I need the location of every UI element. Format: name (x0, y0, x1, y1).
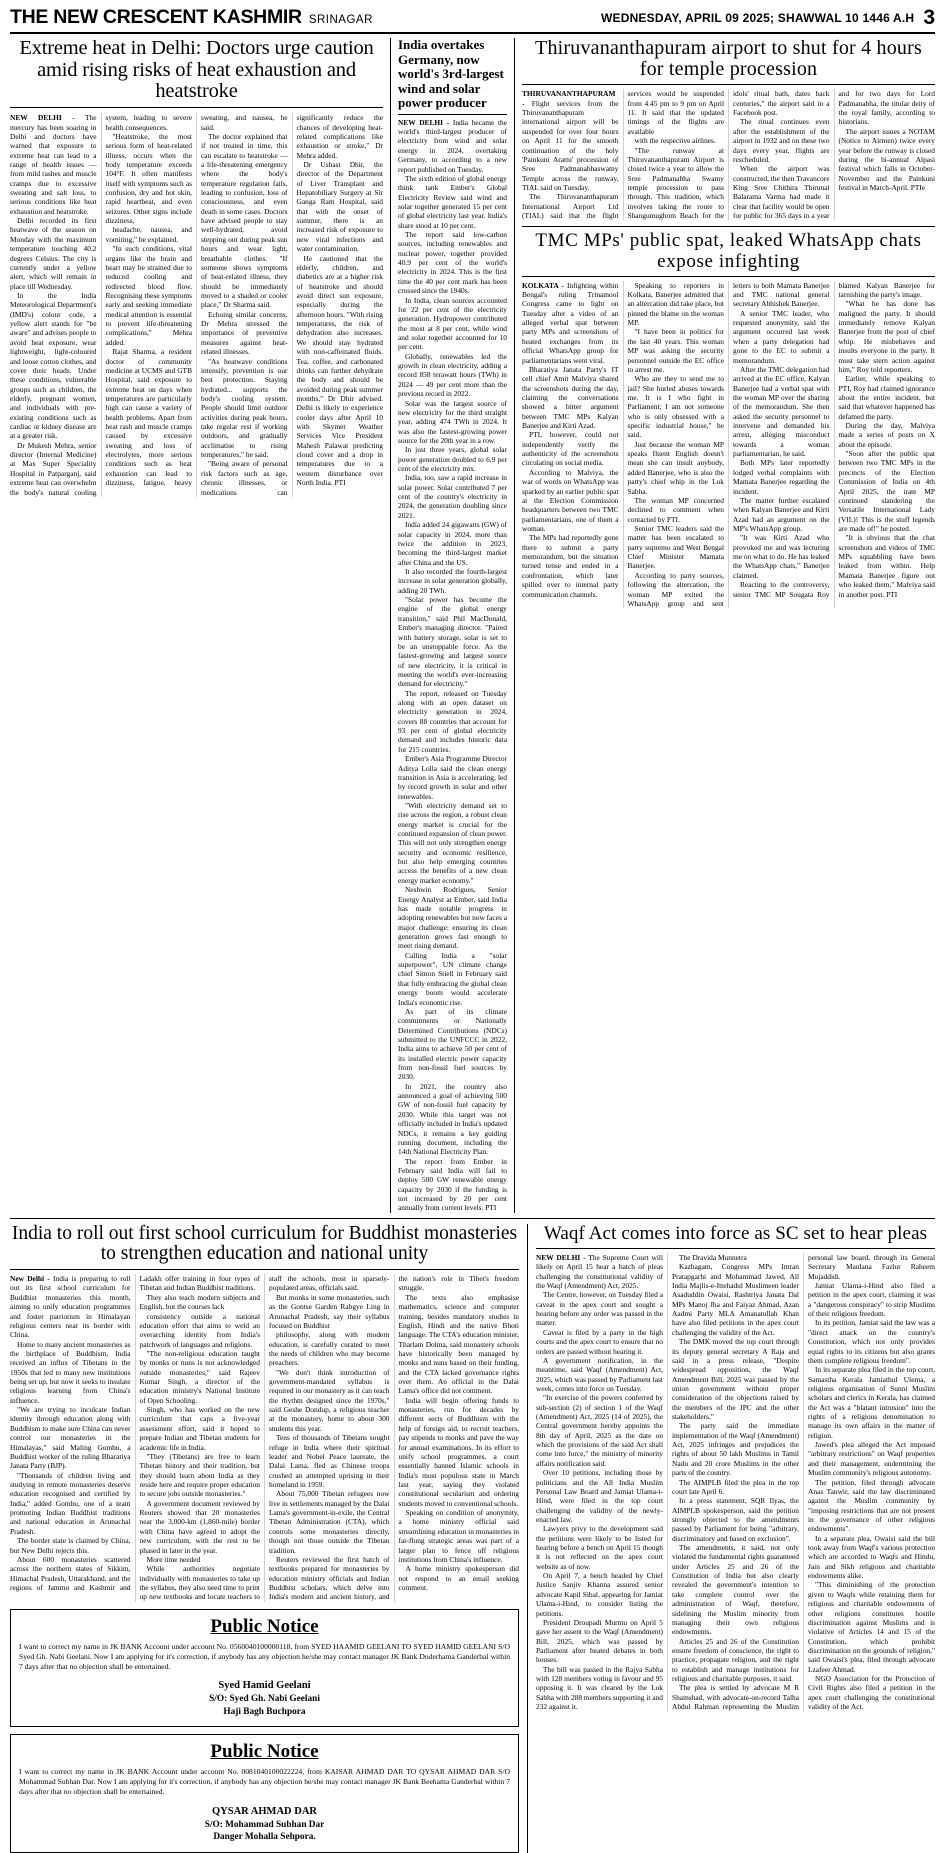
masthead (10, 6, 935, 34)
divider (10, 1269, 519, 1270)
public-notice-1 (10, 1609, 519, 1728)
section-divider (10, 1218, 935, 1219)
article-headline: Waqf Act comes into force as SC set to hear pleas (543, 1222, 928, 1244)
article-body: NEW DELHI - The mercury has been soaring in Delhi and doctors have warned that exposure to extreme heat can lead to a range of health issues — from mild rashes and muscle cramps due to excessive sweating and salt loss, to serious conditions like heat exhaustion and heatstroke. Delhi recorded its first heatwave of the season on Monday with the maximum temperature touching 40.2 degrees Celsius. The city is currently under a yellow alert, which will remain in place till Wednesday. In the India Meteorological Department's (IMD's) colour code, a yellow alert stands for "be aware" and advises people to avoid heat exposure, wear lightweight, light-coloured and loose cotton clothes, and cover their heads. Under these conditions, vulnerable groups such as children, the elderly, pregnant women, and individuals with pre-existing conditions such as cardiac or kidney disease are at a greater risk. Dr Mukesh Mehra, senior director (Internal Medicine) at Max Super Speciality Hospital in Patparganj, said extreme heat can overwhelm the body's natural cooling system, leading to severe health consequences. "Heatstroke, the most serious form of heat-related illness, occurs when the body temperature exceeds 104°F. It often manifests itself with symptoms such as confusion, dry and hot skin, rapid heartbeat, and even seizures. Other signs include dizziness, headache, nausea, and vomiting," he explained. "In such conditions, vital organs like the brain and heart may be strained due to reduced cooling and redirected blood flow. Recognising these symptoms early and seeking immediate medical attention is essential to prevent life-threatening complications," Mehra added. Rajat Sharma, a resident doctor of community medicine at UCMS and GTB Hospital, said exposure to extreme heat on days when temperatures are particularly high can cause a variety of health problems. Apart from heat rash and muscle cramps caused by excessive sweating and loss of electrolytes, more serious conditions such as heat exhaustion can lead to dizziness, fatigue, heavy sweating, and nausea, he said. The doctor explained that if not treated in time, this can escalate to heatstroke — a life-threatening emergency where the body's temperature regulation fails, leading to confusion, loss of consciousness, and even death in some cases. Doctors have advised people to stay well-hydrated, avoid stepping out during peak sun hours and wear light, breathable clothes. "If someone shows symptoms of heat-related illness, they should be immediately moved to a shaded or cooler place," Dr Sharma said. Echoing similar concerns, Dr Mehra stressed the importance of preventive measures against heat-related illnesses. "As heatwave conditions intensify, prevention is our best protection. Staying hydrated... supports the body's cooling system. People should limit outdoor activities during peak hours, take regular rest if working outdoors, and gradually acclimatise to rising temperatures," he said. "Being aware of personal risk factors such as age, chronic illnesses, or medications can significantly reduce the chances of developing heat-related complications like exhaustion or stroke," Dr Mehra added. Dr Ushast Dhir, the director of the Department of Liver Transplant and Hepatobiliary Surgery at Sir Ganga Ram Hospital, said that with the onset of summer, there is an increased risk of exposure to new viral infections and water contamination. He cautioned that the elderly, children, and diabetics are at a higher risk of heatstroke and should avoid direct sun exposure, especially during the afternoon hours. "With rising temperatures, the risk of dehydration also increases. We should stay hydrated with non-caffeinated fluids. Tea, coffee, and carbonated drinks can further dehydrate the body and should be avoided during peak summer months," Dr Dhir advised. Delhi is likely to experience cooler days after April 10 with Skymet Weather Services Vice President Mahesh Palawat predicting cloud cover and a drop in temperatures due to a western disturbance over North India. PTI (10, 113, 383, 497)
notice-signer-address: Danger Mohalla Sehpora. (213, 1832, 316, 1843)
paper-title: THE NEW CRESCENT KASHMIR (10, 6, 302, 28)
notice-body: I want to correct my name in JK BANK Account under account No. 0081040100022224, from KAISAR AHMAD DAR TO QYSAR AHMAD DAR S/O Mohammad Subhan Dar. Now I am applying for it's correction, if anybody has any objection he/she may contact manager JK Bank Beehama Ganderbal within 7 days after that no objection shall be entertained. (19, 1767, 510, 1797)
article-body: NEW DELHI - India became the world's third-largest producer of electricity from wind and solar energy in 2024, overtaking Germany, to according to a new report published on Tuesday. The sixth edition of global energy think tank Ember's Global Electricity Review said wind and solar together generated 15 per cent of global electricity last year. India's share stood at 10 per cent. The report said low-carbon sources, including renewables and nuclear power, together provided 40.9 per cent of the world's electricity in 2024. This is the first time the 40 per cent mark has been crossed since the 1940s. In India, clean sources accounted for 22 per cent of the electricity generation. Hydropower contributed the most at 8 per cent, while wind and solar together accounted for 10 per cent. Globally, renewables led the growth in clean electricity, adding a record 858 terawatt hours (TWh) in 2024 — 49 per cent more than the previous record in 2022. Solar was the largest source of new electricity for the third straight year, adding 474 TWh in 2024. It was also the fastest-growing power source for the 20th year in a row. In just three years, global solar power generation doubled to 6.9 per cent of the electricity mix. India, too, saw a rapid increase in solar power. Solar contributed 7 per cent of the country's electricity in 2024, the generation doubling since 2021. India added 24 gigawatts (GW) of solar capacity in 2024, more than twice the addition in 2023, becoming the third-largest market after China and the US. It also recorded the fourth-largest increase in solar generation globally, adding 20 TWh. "Solar power has become the engine of the global energy transition," said Phil MacDonald, Ember's managing director. "Paired with battery storage, solar is set to be an unstoppable force. As the fastest-growing and largest source of new electricity, it is critical in meeting the world's ever-increasing demand for electricity." The report, released on Tuesday along with an open dataset on electricity generation in 2024, covers 88 countries that account for 93 per cent of global electricity demand and includes historic data for 215 countries. Ember's Asia Programme Director Aditya Lolla said the clean energy transition in Asia is accelerating, led by record growth in solar and other renewables. "With electricity demand set to rise across the region, a robust clean energy market is crucial for the continued expansion of clean power. This will not only strengthen energy security and economic resilience, but also help emerging countries access the benefits of a new clean energy market economy." Neshwin Rodrigues, Senior Energy Analyst at Ember, said India has made notable progress in adopting renewables but now faces a major challenge: ensuring its clean generation grows fast enough to meet rising demand. Calling India a "solar superpower", UN climate change chief Simon Stiell in February said that fully embracing the global clean energy boom would accelerate India's economic rise. As part of its climate commitments or Nationally Determined Contributions (NDCs) submitted to the UNFCCC in 2022, India aims to achieve 50 per cent of its installed electric power capacity from non-fossil fuel sources by 2030. In 2021, the country also announced a goal of achieving 500 GW of non-fossil fuel capacity by 2030. While this target was not officially included in India's updated NDCs, it remains a key guiding running document, including the 14th National Electricity Plan. The report from Ember in February said India will fail to deploy 500 GW renewable energy capacity by 2030 if the funding is not increased by 20 per cent annually from current levels. PTI (398, 117, 507, 1213)
left-bottom-zone (10, 1224, 527, 1853)
notice-body: I want to correct my name in JK BANK Account under account No. 0560040100000118, from SYED HAAMID GEELANI TO SYED HAMID GEELANI S/O Syed Gh. Nabi Geelani. Now I am applying for it's correction, if anybody has any objection he/she may contact manager JK Bank Duderhama Ganderbal within 7 days after that no objection shall be entertained. (19, 1641, 510, 1671)
notice-signer-name: Syed Hamid Geelani (218, 1679, 311, 1691)
divider (522, 276, 935, 277)
article-monastery (10, 1224, 519, 1602)
article-body: NEW DELHI - The Supreme Court will likely on April 15 hear a batch of pleas challenging the constitutional validity of the Waqf (Amendment) Act, 2025. The Centre, however, on Tuesday filed a caveat in the apex court and sought a hearing before any order was passed in the matter. Caveat is filed by a party in the high courts and the apex court to ensure that no orders are passed without hearing it. A government notification, in the meantime, said Waqf (Amendment) Act, 2025, which was passed by Parliament last week, comes into force on Tuesday. "In exercise of the powers conferred by sub-section (2) of section 1 of the Waqf (Amendment) Act, 2025 (14 of 2025), the Central government hereby appoints the 8th day of April, 2025 as the date on which the provisions of the said Act shall come into force," the ministry of minority affairs notification said. Over 10 petitions, including those by politicians and the All India Muslim Personal Law Board and Jamiat Ulama-i-Hind, were filed in the top court challenging the validity of the newly-enacted law. Lawyers privy to the development said the petitions were likely to be listed for hearing before a bench on April 15 though it is not reflected on the apex court website as of now. On April 7, a bench headed by Chief Justice Sanjiv Khanna assured senior advocate Kapil Sibal, appearing for Jamiat Ulama-i-Hind, to consider listing the petitions. President Droupadi Murmu on April 5 gave her assent to the Waqf (Amendment) Bill, 2025, which was passed by Parliament after heated debates in both houses. The bill was passed in the Rajya Sabha with 128 members voting in favour and 95 opposing it. It was cleared by the Lok Sabha with 288 members supporting it and 232 against it. The Dravida Munnetra Kazhagam, Congress MPs Imran Pratapgarhi and Mohammad Jawed, All India Majlis-e-Ittehadul Muslimeen leader Asaduddin Owaisi, Rashtriya Janata Dal MPs Manoj Jha and Faiyaz Ahmad, Azan Aadmi Party MLA Amanatullah Khan have also filed petitions in the apex court challenging the validity of the Act. The DMK moved the top court through its deputy general secretary A Raja and said in a press release, "Despite widespread opposition, the Waqf Amendment Bill, 2025 was passed by the union government without proper consideration of the objections raised by the members of the JPC and the other stakeholders." The party said the immediate implementation of the Waqf (Amendment) Act, 2025 infringes and prejudices the rights of about 50 lakh Muslims in Tamil Nadu and 20 crore Muslims in the other parts of the country. The AIMPLB filed the plea in the top court late April 6. In a press statement, SQR Ilyas, the AIMPLB spokesperson, said the petition strongly objected to the amendments passed by Parliament for being "arbitrary, discriminatory and based on exclusion". The amendments, it said, not only violated the fundamental rights guaranteed under Articles 25 and 26 of the Constitution of India but also clearly revealed the government's intention to take complete control over the administration of Waqf, therefore, sidelining the Muslim minority from managing their own religious endowments. Articles 25 and 26 of the Constitution ensure freedom of conscience, the right to practice, propagate religion, and the right to establish and manage institutions for religious and charitable purposes, it said. The plea is settled by advocate M R Shamshad, with advocate-on-record Talha Abdul Rahman representing the Muslim personal law board, through its General Secretary Maulana Fazlur Raheem Mujaddidi. Jamiat Ulama-i-Hind also filed a petition in the apex court, claiming it was a "dangerous conspiracy" to strip Muslims of their religious freedom. In its petition, Jamiat said the law was a "direct attack on the country's Constitution, which not only provides equal rights to its citizens but also grants them complete religious freedom". In its separate plea filed in the top court, Samastha Kerala Jamiathul Ulema, a religious organisation of Sunni Muslim scholars and clerics in Kerala, has claimed the Act was a "blatant intrusion" into the rights of a religious denomination to manage its own affairs in the matter of religion. Jawed's plea alleged the Act imposed "arbitrary restrictions" on Waqf properties and their management, undermining the Muslim community's religious autonomy. The petition, filed through advocate Anas Tanwir, said the law discriminated against the Muslim community by "imposing restrictions that are not present in the governance of other religious endowments". In a separate plea, Owaisi said the bill took away from Waqf's various protection which are accorded to Waqfs and Hindu, Jain and Sikh religious and charitable endowments alike. "This diminishing of the protection given to Waqfs while retaining them for religious and charitable endowments of other religions constitutes hostile discrimination against Muslims and is violative of Articles 14 and 15 of the Constitution, which prohibit discrimination on the grounds of religion," said Owaisi's plea, filed through advocate Lzafeer Ahmad. NGO Association for the Protection of Civil Rights also filed a petition in the apex court challenging the constitutional validity of the Act. (536, 1252, 935, 1712)
article-extreme-heat (10, 38, 390, 1213)
article-headline: Extreme heat in Delhi: Doctors urge caution amid rising risks of heat exhaustion and heatstroke (19, 37, 374, 103)
masthead-left (10, 6, 373, 29)
article-airport (522, 38, 935, 220)
dateline: NEW DELHI - (536, 1252, 586, 1262)
notice-signer-address: Haji Bagh Buchpora (223, 1706, 306, 1717)
dateline: THIRUVANANTHAPURAM - (522, 89, 616, 108)
notice-title: Public Notice (210, 1615, 319, 1637)
article-tmc (522, 231, 935, 608)
article-wind-solar (390, 38, 514, 1213)
notice-signer-name: QYSAR AHMAD DAR (212, 1805, 317, 1817)
article-waqf (527, 1224, 935, 1853)
top-section (10, 38, 935, 1213)
article-headline: TMC MPs' public spat, leaked WhatsApp chats expose infighting (535, 230, 922, 272)
divider (522, 226, 935, 227)
divider (536, 1248, 935, 1249)
article-body: New Delhi - India is preparing to roll out its first school curriculum for Buddhist monasteries this month, aiming to unify education programmes and foster patriotism in Himalayan religious centers near its border with China. Home to many ancient monasteries as the birthplace of Buddhism, India received an influx of Tibetans in the 1950s that led to many new institutions being set up, but now it seeks to insulate religious learning from China's influence. "We are trying to inculcate Indian identity through education along with Buddhism to make sure China can never control our monasteries in the Himalayas," said Maling Gombu, a Buddhist worker of the ruling Bharatiya Janata Party (BJP). "Thousands of children living and studying in remote monasteries deserve education recognised and certified by India," added Gombu, one of a team promoting Indian Buddhist traditions and national education in Arunachal Pradesh. The border state is claimed by China, but New Delhi rejects this. About 600 monasteries scattered across the northern states of Sikkim, Himachal Pradesh, Uttarakhand, and the regions of Jammu and Kashmir and Ladakh offer training in four types of Tibetan and Indian Buddhist traditions. They also teach modern subjects and English, but the courses lack consistency outside a national education effort that aims to weld an overarching identity from India's patchwork of languages and religions. "The non-religious education taught by monks or nuns is not acknowledged outside monasteries," said Rajeev Kumar Singh, a director of the education ministry's National Institute of Open Schooling. Singh, who has worked on the new curriculum that caps a five-year assessment effort, said it hoped to prepare Indian and Tibetan students for academic life in India. "They (Tibetans) are free to learn Tibetan history and their tradition, but they should learn about India as they reside here and require proper education to secure jobs outside monasteries." A government document reviewed by Reuters showed that 20 monasteries near the 3,000-km (1,860-mile) border with China have agreed to adopt the new curriculum, with the rest to be phased in later in the year. More time needed While authorities negotiate individually with monasteries to take up the syllabus, they also need time to print up new textbooks and locate teachers to staff the schools, most in sparsely-populated areas, officials said. But monks in some monasteries, such as the Gontse Garden Rabgye Ling in Arunachal Pradesh, say their syllabus focused on Buddhist philosophy, along with modern education, is carefully curated to meet the needs of children who may become preachers. "We don't think introduction of government-mandated syllabus is required in our monastery as it can teach the rhythm designed since the 1970s," said Geshe Dondup, a religious teacher at the monastery, home to about 300 students this year. Tens of thousands of Tibetans sought refuge in India where their spiritual leader and Nobel Peace laureate, the Dalai Lama, fled as Chinese troops crushed an attempted uprising in their homeland in 1959. About 75,000 Tibetan refugees now live in settlements managed by the Dalai Lama's government-in-exile, the Central Tibetan Administration (CTA), which controls some monasteries directly, though not those outside the Tibetan tradition. Reuters reviewed the first batch of textbooks prepared for monasteries by education ministry officials and Indian Buddhist scholars, which delve into India's modern and ancient history, and the nation's role in Tibet's freedom struggle. The texts also emphasise mathematics, science and computer training, besides mandatory studies in English, Hindi and the native Bhoti language. The CTA's education minister, Tharlam Dolma, said monastery schools have historically been managed by monks and nuns based on their funding, and the CTA lacked governance rights over them. An official in the Dalai Lama's office did not comment. India will begin offering funds to monasteries, run for decades by different sects of Buddhism with the help of foreign aid, to recruit teachers, pay stipends to monks and pave the way for annual examinations. In its effort to unify school programmes, a court essentially banned Islamic schools in India's most populous state in March last year, saying they violated constitutional secularism and ordering students moved to conventional schools. Speaking on condition of anonymity, a home ministry official said streamlining education in monasteries in far-flung strategic areas was part of a larger plan to fence off religious institutions from China's influence. A home ministry spokesperson did not respond to an email seeking comment. (10, 1274, 519, 1602)
notice-title: Public Notice (210, 1741, 319, 1763)
divider (10, 107, 383, 108)
divider (522, 84, 935, 85)
right-top-zone (514, 38, 935, 1213)
paper-edition-city: SRINAGAR (308, 14, 373, 26)
notice-signature (19, 1679, 510, 1718)
article-body: THIRUVANANTHAPURAM - Flight services from the Thiruvananthapuram international airport will be suspended for over four hours on April 11 for the smooth continuation of the holy 'Painkuni Arattu' procession of Sree Padmanabhaswamy Temple across the runway, TIAL said on Tuesday. The Thiruvananthapuram International Airport Ltd (TIAL) said that the flight services would be suspended from 4.45 pm to 9 pm on April 11. It said that the updated timings of the flights are available with the respective airlines. "The runway at Thiruvananthapuram Airport is closed twice a year to allow the Sree Padmanabha Swamy temple procession to pass through. This tradition, which involves taking the route to Shangumughom Beach for the idols' ritual bath, dates back centuries," the airport said in a Facebook post. The ritual continues even after the establishment of the airport in 1932 and on these two days every year, flights are rescheduled. When the airport was constructed, the then Travancore King Sree Chithira Thirunal Balarama Varma had made it clear that facility would be open for public for 365 days in a year and for two days for Lord Padmanabha, the titular deity of the royal family, according to historians. The airport issues a NOTAM (Notice to Airmen) twice every year before the runway is closed during the bi-annual Alpasi festival which falls in October-November and the Painkuni festival in March-April. PTIe (522, 89, 935, 221)
bottom-section (10, 1224, 935, 1853)
divider (398, 114, 507, 115)
notice-signature (19, 1805, 510, 1844)
dateline: KOLKATA - (522, 280, 564, 290)
issue-date: WEDNESDAY, APRIL 09 2025; SHAWWAL 10 1446 A.H (600, 11, 915, 25)
article-headline: India overtakes Germany, now world's 3rd-largest wind and solar power producer (398, 37, 504, 111)
dateline: NEW DELHI - (398, 117, 450, 127)
page-number: 3 (923, 6, 935, 29)
masthead-right (601, 7, 935, 29)
notice-signer-parent: S/O: Mohammad Subhan Dar (204, 1819, 325, 1830)
article-headline: India to roll out first school curriculum for Buddhist monasteries to strengthen education and national unity (11, 1222, 518, 1265)
dateline: NEW DELHI - (10, 113, 75, 123)
notice-signer-parent: S/O: Syed Gh. Nabi Geelani (209, 1694, 320, 1705)
article-headline: Thiruvananthapuram airport to shut for 4 hours for temple procession (535, 37, 922, 81)
dateline: New Delhi - (10, 1274, 50, 1284)
public-notice-2 (10, 1734, 519, 1853)
article-body: KOLKATA - Infighting within Bengal's ruling Trinamool Congress came to light on Tuesday after a video of an alleged verbal spat between party MPs and screenshots of heated exchanges from its official WhatsApp group for parliamentarians went viral. Bharatiya Janata Party's IT cell chief Amit Malviya shared the screenshots during the day, claiming the conversations showed a bitter argument between TMC MPs Kalyan Banerjee and Kirti Azad. PTI, however, could not independently verify the authenticity of the screenshots circulating on social media. According to Malviya, the war of words on WhatsApp was sparked by an earlier public spat at the Election Commission headquarters between two TMC parliamentarians, one of them a woman. The MPs had reportedly gone there to submit a party memorandum, but the situation turned tense and ended in a confrontation, which later spilled over to internal party communication channels. Speaking to reporters in Kolkata, Banerjee admitted that an altercation did take place, but pinned the blame on the woman MP. "I have been in politics for the last 40 years. This woman MP was asking the security personnel outside the EC office to arrest me. Who are they to send me to jail? She hurled abuses towards me. It is I who fight in Parliament; I am not someone who is only obsessed with a specific industrial house," he said. Just because the woman MP speaks fluent English doesn't mean she can insult anybody, added Banerjee, who is also the party's chief whip in the Lok Sabha. The woman MP concerned declined to comment when contacted by PTI. Senior TMC leaders said the matter has been escalated to party supremo and West Bengal Chief Minister Mamata Banerjee. According to party sources, following the altercation, the woman MP exited the WhatsApp group and sent letters to both Mamata Banerjee and TMC national general secretary Abhishek Banerjee. A senior TMC leader, who requested anonymity, said the argument occurred last week when a party delegation had gone to the EC to submit a memorandum. After the TMC delegation had arrived at the EC office, Kalyan Banerjee had a verbal spat with the woman MP over the sharing of the memorandum. She then asked the security personnel to intervene and demanded his arrest, alleging misconduct towards a woman parliamentarian, he said. Both MPs later reportedly lodged verbal complaints with Mamata Banerjee regarding the incident. The matter further escalated when Kalyan Banerjee and Kirti Azad had an argument on the MP's WhatsApp group. "It was Kirti Azad who provoked me and was lecturing me on what to do. He has leaked the WhatsApp chats," Banerjee claimed. Reacting to the controversy, senior TMC MP Sougata Roy blamed Kalyan Banerjee for tarnishing the party's image. "What he has done has maligned the party. It should immediately remove Kalyan Banerjee from the post of chief whip. He misbehaves and insults everyone in the party. It must take stern action against him," Roy told reporters. Earlier, while speaking to PTI, Roy had claimed ignorance about the entire incident, but said that whatever happened has defamed the party. During the day, Malviya made a series of posts on X about the episode. "Soon after the public spat between two TMC MPs in the precincts of the Election Commission of India on 4th April 2025, the irate MP continued slandering the Versatile International Lady (VIL)! This is the stuff legends are made of!" he posted. "It is obvious that the chat screenshots and videos of TMC MPs squabbling have been leaked from within. Help Mamata Banerjee figure out who leaked them," Malviya said in another post. PTI (522, 280, 935, 608)
